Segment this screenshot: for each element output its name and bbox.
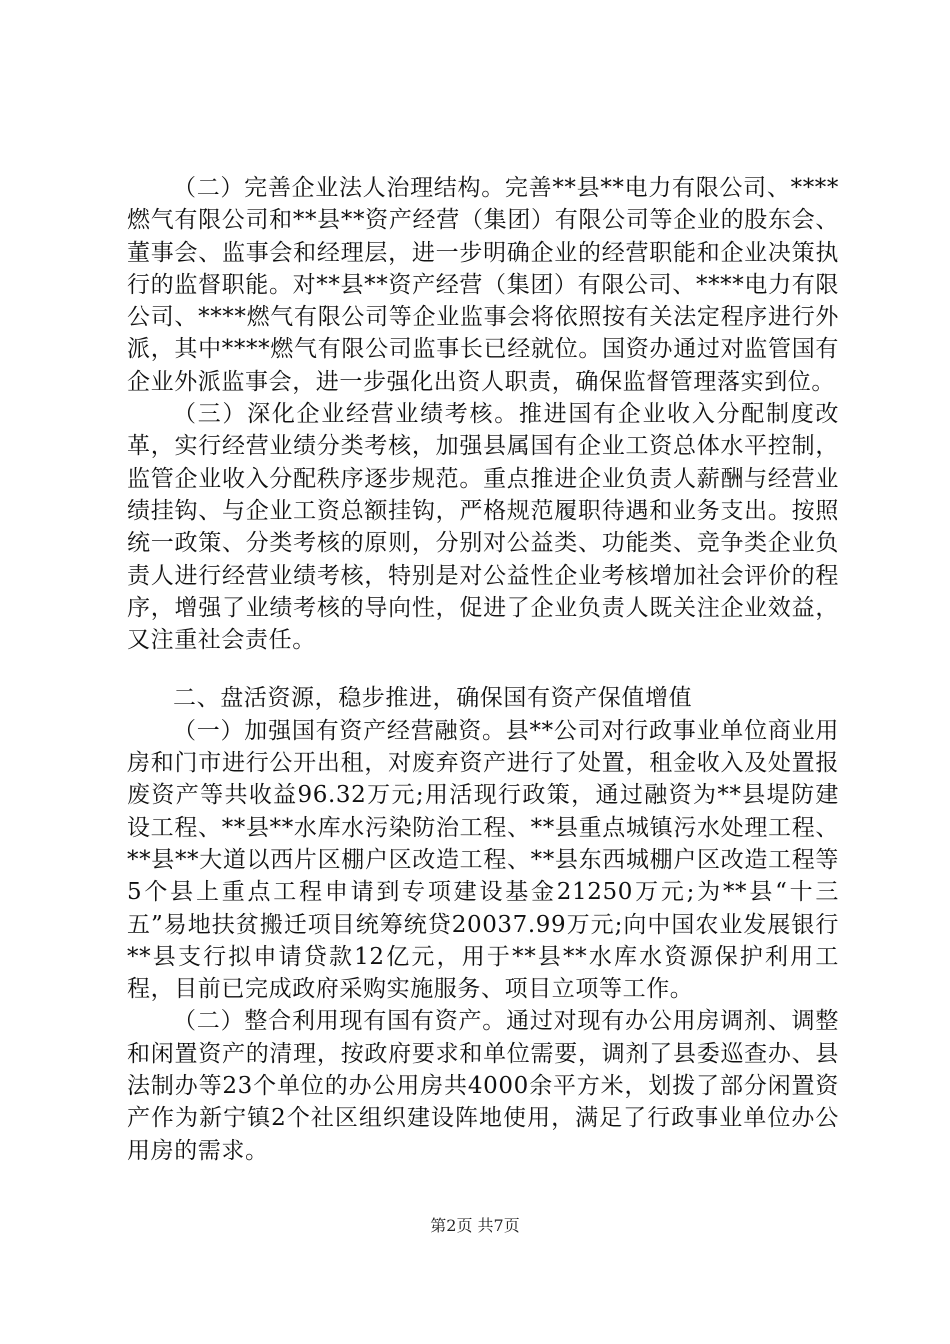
paragraph-performance-assessment: （三）深化企业经营业绩考核。推进国有企业收入分配制度改革，实行经营业绩分类考核，加强县属国有企业工资总体水平控制，监管企业收入分配秩序逐步规范。重点推进企业负责人薪酬与经营业绩挂钩、与企业工资总额挂钩，严格规范履职待遇和业务支出。按照统一政策、分类考核的原则，分别对公益类、功能类、竞争类企业负责人进行经营业绩考核，特别是对公益性企业考核增加社会评价的程序，增强了业绩考核的导向性，促进了企业负责人既关注企业效益，又注重社会责任。 xyxy=(127,401,839,654)
section-heading-asset-revitalization: 二、盘活资源，稳步推进，确保国有资产保值增值 xyxy=(173,685,693,712)
paragraph-asset-integration: （二）整合利用现有国有资产。通过对现有办公用房调剂、调整和闲置资产的清理，按政府要求和单位需要，调剂了县委巡查办、县法制办等23个单位的办公用房共4000余平方米，划拨了部分闲置资产作为新宁镇2个社区组织建设阵地使用，满足了行政事业单位办公用房的需求。 xyxy=(127,1008,839,1164)
paragraph-corporate-governance: （二）完善企业法人治理结构。完善**县**电力有限公司、****燃气有限公司和**县**资产经营（集团）有限公司等企业的股东会、董事会、监事会和经理层，进一步明确企业的经营职能和企业决策执行的监督职能。对**县**资产经营（集团）有限公司、****电力有限公司、****燃气有限公司等企业监事会将依照按有关法定程序进行外派，其中****燃气有限公司监事长已经就位。国资办通过对监管国有企业外派监事会，进一步强化出资人职责，确保监督管理落实到位。 xyxy=(127,175,839,395)
document-body xyxy=(127,172,839,1167)
page-number-footer: 第2页 共7页 xyxy=(430,1216,520,1235)
paragraph-asset-financing: （一）加强国有资产经营融资。县**公司对行政事业单位商业用房和门市进行公开出租，对废弃资产进行了处置，租金收入及处置报废资产等共收益96.32万元;用活现行政策，通过融资为**县堤防建设工程、**县**水库水污染防治工程、**县重点城镇污水处理工程、**县**大道以西片区棚户区改造工程、**县东西城棚户区改造工程等5个县上重点工程申请到专项建设基金21250万元;为**县“十三五”易地扶贫搬迁项目统筹统贷20037.99万元;向中国农业发展银行**县支行拟申请贷款12亿元，用于**县**水库水资源保护利用工程，目前已完成政府采购实施服务、项目立项等工作。 xyxy=(127,717,839,1003)
